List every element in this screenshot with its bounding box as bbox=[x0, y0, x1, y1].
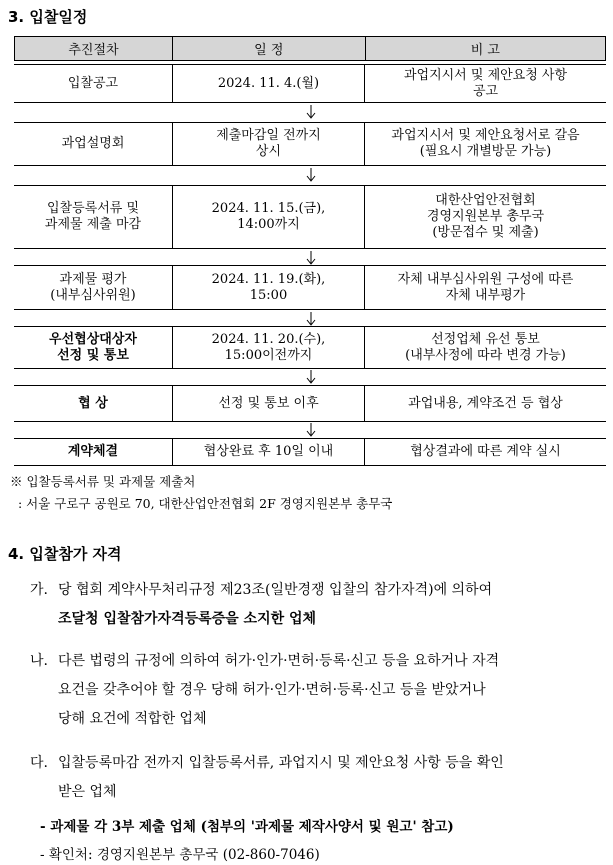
header-step: 추진절차 bbox=[68, 43, 119, 58]
item-line: 다른 법령의 규정에 의하여 허가·인가·면허·등록·신고 등을 요하거나 자격 bbox=[58, 653, 500, 669]
row-date: 제출마감일 전까지 상시 bbox=[172, 123, 365, 165]
row-date: 2024. 11. 20.(수), 15:00이전까지 bbox=[172, 327, 365, 368]
header-date: 일 정 bbox=[172, 37, 366, 60]
row-note: 협상결과에 따른 계약 실시 bbox=[410, 444, 561, 459]
qualification-item-ga bbox=[30, 576, 607, 634]
qualification-item-da bbox=[30, 749, 607, 807]
item-line: 당 협회 계약사무처리규정 제23조(일반경쟁 입찰의 참가자격)에 의하여 bbox=[58, 582, 493, 598]
footnote-title: ※ 입찰등록서류 및 과제물 제출처 bbox=[10, 474, 196, 489]
row-note: 자체 내부심사위원 구성에 따른 자체 내부평가 bbox=[397, 271, 574, 303]
row-date: 2024. 11. 15.(금), 14:00까지 bbox=[172, 186, 365, 248]
section-3-title: 3. 입찰일정 bbox=[8, 8, 88, 26]
row-date: 선정 및 통보 이후 bbox=[172, 386, 365, 421]
item-label: 가. bbox=[30, 582, 48, 598]
item-line: 당해 요건에 적합한 업체 bbox=[58, 711, 207, 727]
schedule-row bbox=[14, 438, 606, 466]
row-step: 입찰공고 bbox=[67, 75, 119, 91]
arrow-down-icon bbox=[305, 370, 317, 384]
row-step: 입찰등록서류 및 과제물 제출 마감 bbox=[44, 201, 142, 232]
row-note: 대한산업안전협회 경영지원본부 총무국 (방문접수 및 제출) bbox=[426, 193, 545, 240]
qualification-item-na bbox=[30, 647, 607, 734]
section-4-title: 4. 입찰참가 자격 bbox=[8, 545, 122, 563]
row-note: 선정업체 유선 통보 (내부사정에 따라 변경 가능) bbox=[405, 331, 566, 363]
row-note: 과업지시서 및 제안요청서로 갈음 (필요시 개별방문 가능) bbox=[391, 128, 580, 159]
row-date: 2024. 11. 4.(월) bbox=[172, 65, 365, 102]
row-step: 우선협상대상자 선정 및 통보 bbox=[49, 331, 137, 363]
schedule-row bbox=[14, 265, 606, 310]
header-note: 비 고 bbox=[470, 43, 500, 58]
row-note: 과업지시서 및 제안요청 사항 공고 bbox=[403, 67, 568, 99]
schedule-row bbox=[14, 385, 606, 422]
row-step: 과업설명회 bbox=[61, 136, 125, 151]
row-date: 협상완료 후 10일 이내 bbox=[172, 439, 365, 465]
arrow-down-icon bbox=[305, 105, 317, 119]
item-line: 입찰등록마감 전까지 입찰등록서류, 과업지시 및 제안요청 사항 등을 확인 bbox=[58, 755, 504, 771]
schedule-row bbox=[14, 122, 606, 166]
schedule-row bbox=[14, 185, 606, 249]
schedule-table-header bbox=[14, 36, 606, 61]
row-step: 과제물 평가 (내부심사위원) bbox=[50, 271, 136, 303]
row-step: 계약체결 bbox=[67, 444, 119, 459]
arrow-down-icon bbox=[305, 423, 317, 437]
row-date: 2024. 11. 19.(화), 15:00 bbox=[172, 266, 365, 309]
item-line: 받은 업체 bbox=[58, 784, 117, 800]
footnote-address: : 서울 구로구 공원로 70, 대한산업안전협회 2F 경영지원본부 총무국 bbox=[18, 496, 393, 511]
row-step: 협 상 bbox=[78, 395, 108, 411]
arrow-down-icon bbox=[305, 251, 317, 265]
arrow-down-icon bbox=[305, 312, 317, 326]
sub-item-submission: - 과제물 각 3부 제출 업체 (첨부의 '과제물 제작사양서 및 원고' 참고) bbox=[40, 819, 454, 835]
schedule-row bbox=[14, 64, 606, 103]
row-note: 과업내용, 계약조건 등 협상 bbox=[408, 395, 563, 411]
item-line: 조달청 입찰참가자격등록증을 소지한 업체 bbox=[58, 611, 317, 627]
item-line: 요건을 갖추어야 할 경우 당해 허가·인가·면허·등록·신고 등을 받았거나 bbox=[58, 682, 486, 698]
sub-item-contact: - 확인처: 경영지원본부 총무국 (02-860-7046) bbox=[40, 847, 320, 863]
item-label: 다. bbox=[30, 755, 48, 771]
arrow-down-icon bbox=[305, 168, 317, 182]
schedule-row bbox=[14, 326, 606, 369]
item-label: 나. bbox=[30, 653, 48, 669]
